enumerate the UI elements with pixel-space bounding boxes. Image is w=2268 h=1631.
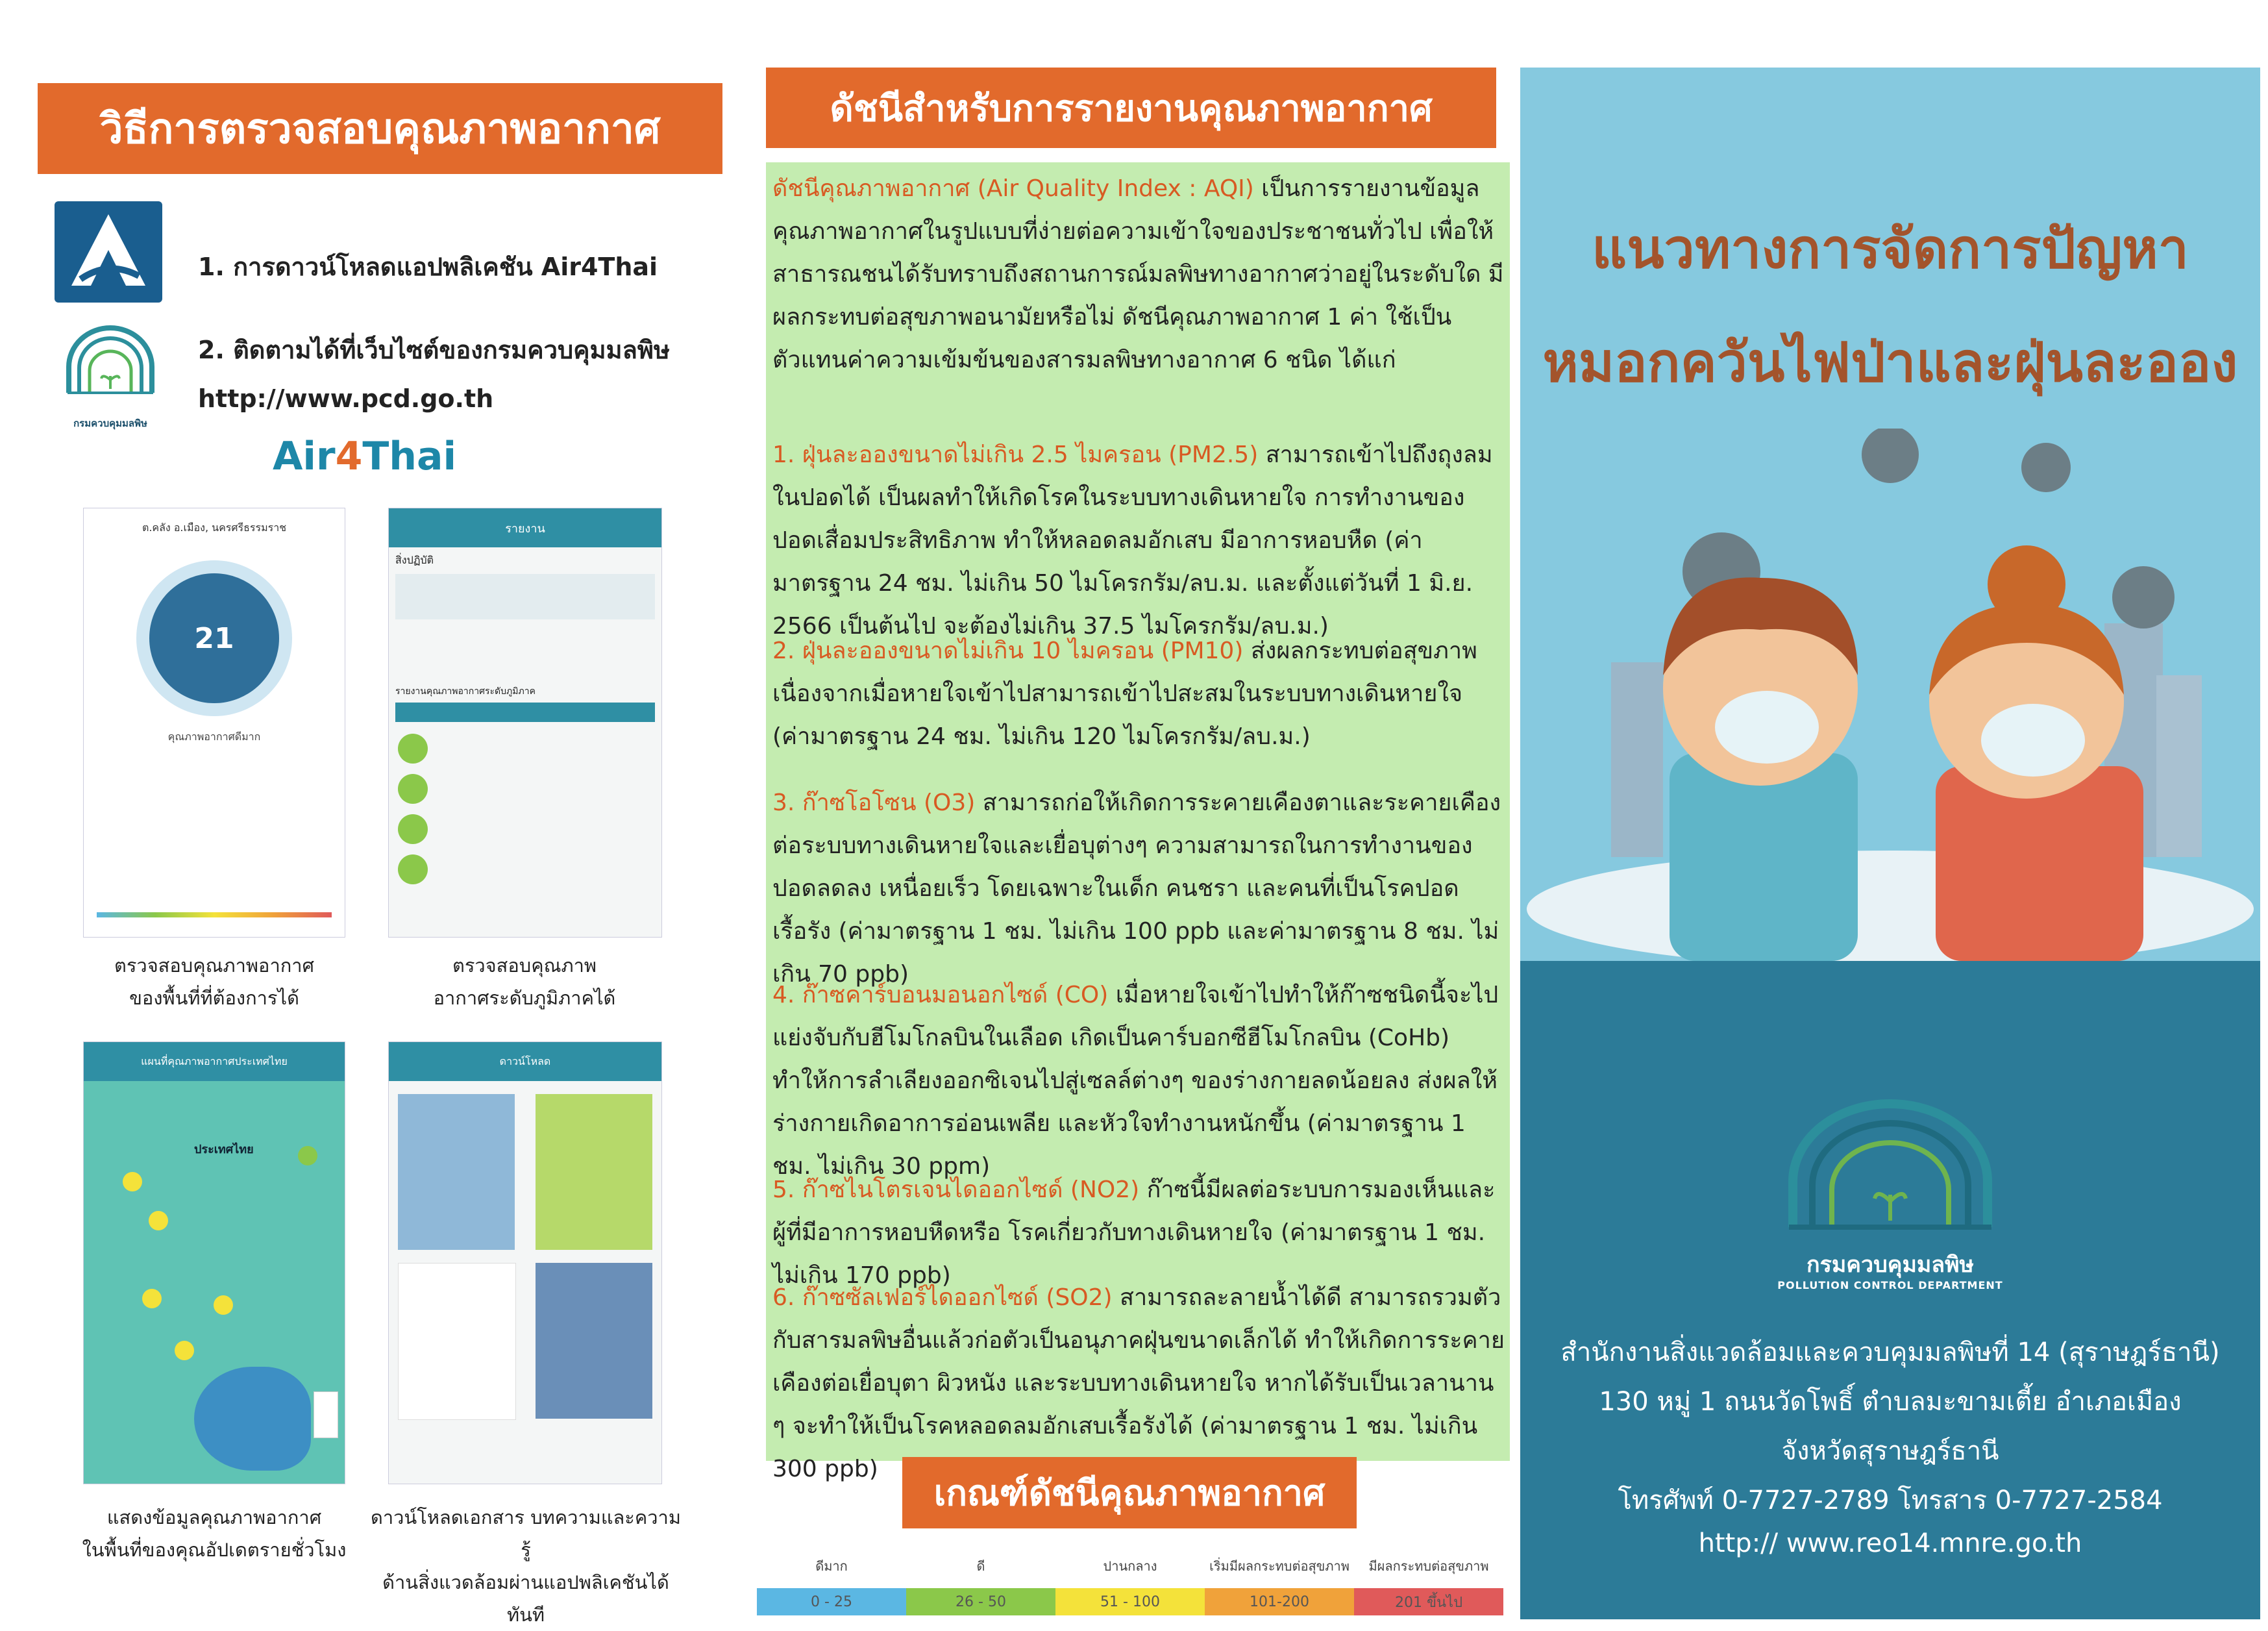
map-marker[interactable] xyxy=(298,1146,317,1165)
pollutant-item-2 xyxy=(772,630,1506,758)
aqi-color-bar xyxy=(97,912,332,917)
aqi-gauge xyxy=(136,560,292,716)
pollutant-5-name: 5. ก๊าซไนโตรเจนไดออกไซด์ (NO2) xyxy=(772,1177,1140,1203)
zoom-control[interactable] xyxy=(314,1391,338,1438)
aqi-intro-highlight: ดัชนีคุณภาพอากาศ (Air Quality Index : AQI) xyxy=(772,175,1254,202)
pollutant-1-desc: สามารถเข้าไปถึงถุงลมในปอดได้ เป็นผลทำให้เกิดโรคในระบบทางเดินหายใจ การทำงานของปอดเสื่อมประสิทธิภาพ ทำให้หลอดลมอักเสบ มีอาการหอบหืด (ค่ามาตรฐาน 24 ชม. ไม่เกิน 50 ไมโครกรัม/ลบ.ม. และตั้งแต่วันที่ 1 มิ.ย. 2566 เป็นต้นไป จะต้องไม่เกิน 37.5 ไมโครกรัม/ลบ.ม.) xyxy=(772,442,1493,640)
pollutant-2-desc: ส่งผลกระทบต่อสุขภาพเนื่องจากเมื่อหายใจเข้าไปสามารถเข้าไปสะสมในระบบทางเดินหายใจ (ค่ามาตรฐาน 24 ชม. ไม่เกิน 120 ไมโครกรัม/ลบ.ม.) xyxy=(772,638,1477,750)
caption-phone-4 xyxy=(370,1501,682,1631)
pollutant-4-name: 4. ก๊าซคาร์บอนมอนอกไซด์ (CO) xyxy=(772,982,1109,1008)
caption-2-line-2: อากาศระดับภูมิภาคได้ xyxy=(433,987,616,1009)
pollutant-1-name: 1. ฝุ่นละอองขนาดไม่เกิน 2.5 ไมครอน (PM2.5) xyxy=(772,442,1259,468)
phone2-icon-row xyxy=(395,574,655,619)
pcd-logo-name: กรมควบคุมมลพิษ xyxy=(1806,1252,1974,1278)
phone-screenshot-aqi xyxy=(83,508,345,938)
station-dot xyxy=(398,734,428,764)
phone4-header: ดาวน์โหลด xyxy=(389,1042,661,1081)
caption-4-line-2: ด้านสิ่งแวดล้อมผ่านแอปพลิเคชันได้ทันที xyxy=(382,1571,669,1626)
aqi-level-label-5: มีผลกระทบต่อสุขภาพ xyxy=(1368,1558,1489,1574)
pollutant-3-name: 3. ก๊าซโอโซน (O3) xyxy=(772,790,976,816)
pollutant-5-desc: ก๊าซนี้มีผลต่อระบบการมองเห็นและผู้ที่มีอาการหอบหืดหรือ โรคเกี่ยวกับทางเดินหายใจ (ค่ามาตรฐาน 1 ชม. ไม่เกิน 170 ppb) xyxy=(772,1177,1496,1289)
phone2-station-list xyxy=(389,722,661,896)
aqi-status: คุณภาพอากาศดีมาก xyxy=(167,730,261,743)
pcd-logo-small xyxy=(56,321,165,419)
pollutant-6-name: 6. ก๊าซซัลเฟอร์ไดออกไซด์ (SO2) xyxy=(772,1284,1113,1311)
pcd-website-link[interactable]: http://www.pcd.go.th xyxy=(198,384,494,413)
air4thai-app-logo xyxy=(55,201,162,303)
caption-1-line-2: ของพื้นที่ที่ต้องการได้ xyxy=(129,987,299,1009)
caption-phone-3 xyxy=(65,1501,364,1566)
map-marker[interactable] xyxy=(175,1341,194,1360)
aqi-range-4: 101-200 xyxy=(1205,1588,1354,1615)
left-panel-title: วิธีการตรวจสอบคุณภาพอากาศ xyxy=(38,83,722,174)
phone-screenshot-regional xyxy=(388,508,662,938)
pollutant-item-4 xyxy=(772,974,1506,1188)
cover-title-line-1: แนวทางการจัดการปัญหา xyxy=(1592,217,2189,280)
station-dot xyxy=(398,814,428,844)
office-address-2: จังหวัดสุราษฎร์ธานี xyxy=(1781,1436,1999,1466)
aqi-intro-text: เป็นการรายงานข้อมูลคุณภาพอากาศในรูปแบบที่ง่ายต่อความเข้าใจของประชาชนทั่วไป เพื่อให้สาธารณชนได้รับทราบถึงสถานการณ์มลพิษทางอากาศว่าอยู่ในระดับใด มีผลกระทบต่อสุขภาพอนามัยหรือไม่ ดัชนีคุณภาพอากาศ 1 ค่า ใช้เป็นตัวแทนค่าความเข้มข้นของสารมลพิษทางอากาศ 6 ชนิด ได้แก่ xyxy=(772,175,1504,373)
middle-panel-title: ดัชนีสำหรับการรายงานคุณภาพอากาศ xyxy=(766,68,1496,148)
phone-screenshot-map xyxy=(83,1041,345,1484)
aqi-value: 21 xyxy=(149,573,279,703)
brand-four: 4 xyxy=(335,434,363,479)
office-address-1: 130 หมู่ 1 ถนนวัดโพธิ์ ตำบลมะขามเตี้ย อำเภอเมือง xyxy=(1599,1387,2182,1417)
pollutant-3-desc: สามารถก่อให้เกิดการระคายเคืองตาและระคายเคืองต่อระบบทางเดินหายใจและเยื่อบุต่างๆ ความสามารถในการทำงานของปอดลดลง เหนื่อยเร็ว โดยเฉพาะในเด็ก คนชรา และคนที่เป็นโรคปอดเรื้อรัง (ค่ามาตรฐาน 1 ชม. ไม่เกิน 100 ppb และค่ามาตรฐาน 8 ชม. ไม่เกิน 70 ppb) xyxy=(772,790,1501,988)
aqi-intro xyxy=(772,168,1506,382)
doc-thumb-4[interactable] xyxy=(536,1263,652,1419)
pcd-arch-icon xyxy=(56,321,165,419)
caption-3-line-2: ในพื้นที่ของคุณอัปเดตรายชั่วโมง xyxy=(82,1539,347,1561)
map-label: ประเทศไทย xyxy=(194,1143,254,1156)
aqi-level-label-4: เริ่มมีผลกระทบต่อสุขภาพ xyxy=(1209,1558,1350,1574)
caption-4-line-1: ดาวน์โหลดเอกสาร บทความและความรู้ xyxy=(371,1506,681,1561)
phone2-list-title: รายงานคุณภาพอากาศระดับภูมิภาค xyxy=(395,686,536,697)
caption-1-line-1: ตรวจสอบคุณภาพอากาศ xyxy=(114,954,314,977)
phone1-location: ต.คลัง อ.เมือง, นครศรีธรรมราช xyxy=(142,521,287,534)
pcd-logo-english: POLLUTION CONTROL DEPARTMENT xyxy=(1777,1279,2003,1291)
office-website[interactable]: http:// www.reo14.mnre.go.th xyxy=(1698,1528,2082,1558)
phone2-header: รายงาน xyxy=(389,508,661,547)
doc-thumb-2[interactable] xyxy=(536,1094,652,1250)
pollutant-item-3 xyxy=(772,782,1506,996)
caption-3-line-1: แสดงข้อมูลคุณภาพอากาศ xyxy=(106,1506,322,1528)
aqi-range-5: 201 ขึ้นไป xyxy=(1354,1588,1503,1615)
aqi-criteria-title: เกณฑ์ดัชนีคุณภาพอากาศ xyxy=(902,1457,1357,1528)
map-sea xyxy=(194,1367,311,1471)
cover-title-line-2: หมอกควันไฟป่าและฝุ่นละออง xyxy=(1542,330,2238,394)
pcd-small-label: กรมควบคุมมลพิษ xyxy=(73,417,147,429)
step-download-app: 1. การดาวน์โหลดแอปพลิเคชัน Air4Thai xyxy=(198,253,658,281)
children-with-masks-illustration xyxy=(1520,429,2260,961)
aqi-level-label-1: ดีมาก xyxy=(815,1558,848,1574)
caption-phone-2 xyxy=(375,949,674,1014)
pollutant-6-desc: สามารถละลายน้ำได้ดี สามารถรวมตัวกับสารมลพิษอื่นแล้วก่อตัวเป็นอนุภาคฝุ่นขนาดเล็กได้ ทำให้เกิดการระคายเคืองต่อเยื่อบุตา ผิวหนัง และระบบทางเดินหายใจ หากได้รับเป็นเวลานาน ๆ จะทำให้เป็นโรคหลอดลมอักเสบเรื้อรังได้ (ค่ามาตรฐาน 1 ชม. ไม่เกิน 300 ppb) xyxy=(772,1284,1505,1482)
office-phone-fax: โทรศัพท์ 0-7727-2789 โทรสาร 0-7727-2584 xyxy=(1618,1486,2163,1515)
station-dot xyxy=(398,774,428,804)
aqi-range-1: 0 - 25 xyxy=(757,1588,906,1615)
map-marker[interactable] xyxy=(142,1289,162,1308)
station-dot xyxy=(398,854,428,884)
pollutant-2-name: 2. ฝุ่นละอองขนาดไม่เกิน 10 ไมครอน (PM10) xyxy=(772,638,1244,664)
brand-thai: Thai xyxy=(362,434,457,479)
pollutant-item-1 xyxy=(772,434,1506,648)
air4thai-brand xyxy=(273,434,456,479)
pollutant-4-desc: เมื่อหายใจเข้าไปทำให้ก๊าซชนิดนี้จะไปแย่งจับกับฮีโมโกลบินในเลือด เกิดเป็นคาร์บอกซีฮีโมโกลบิน (CoHb) ทำให้การลำเลียงออกซิเจนไปสู่เซลล์ต่างๆ ของร่างกายลดน้อยลง ส่งผลให้ร่างกายเกิดอาการอ่อนเพลีย และหัวใจทำงานหนักขึ้น (ค่ามาตรฐาน 1 ชม. ไม่เกิน 30 ppm) xyxy=(772,982,1499,1180)
office-name: สำนักงานสิ่งแวดล้อมและควบคุมมลพิษที่ 14 (สุราษฎร์ธานี) xyxy=(1560,1338,2220,1367)
map-marker[interactable] xyxy=(123,1172,142,1191)
doc-thumb-3[interactable] xyxy=(398,1263,516,1420)
brand-air: Air xyxy=(273,434,336,479)
aqi-range-3: 51 - 100 xyxy=(1055,1588,1205,1615)
phone3-header: แผนที่คุณภาพอากาศประเทศไทย xyxy=(84,1042,345,1081)
map-marker[interactable] xyxy=(214,1295,233,1315)
aqi-range-2: 26 - 50 xyxy=(906,1588,1055,1615)
phone2-section: สิ่งปฏิบัติ xyxy=(395,554,434,566)
aqi-level-label-2: ดี xyxy=(976,1558,985,1574)
map-marker[interactable] xyxy=(149,1211,168,1230)
caption-phone-1 xyxy=(65,949,364,1014)
phone2-list-header xyxy=(395,703,655,722)
masked-kids-icon xyxy=(1520,429,2260,961)
aqi-level-label-3: ปานกลาง xyxy=(1103,1558,1157,1574)
step-follow-website: 2. ติดตามได้ที่เว็บไซต์ของกรมควบคุมมลพิษ xyxy=(198,336,670,364)
caption-2-line-1: ตรวจสอบคุณภาพ xyxy=(452,954,597,977)
air4thai-a-icon xyxy=(55,201,162,303)
phone-screenshot-downloads xyxy=(388,1041,662,1484)
doc-thumb-1[interactable] xyxy=(398,1094,515,1250)
